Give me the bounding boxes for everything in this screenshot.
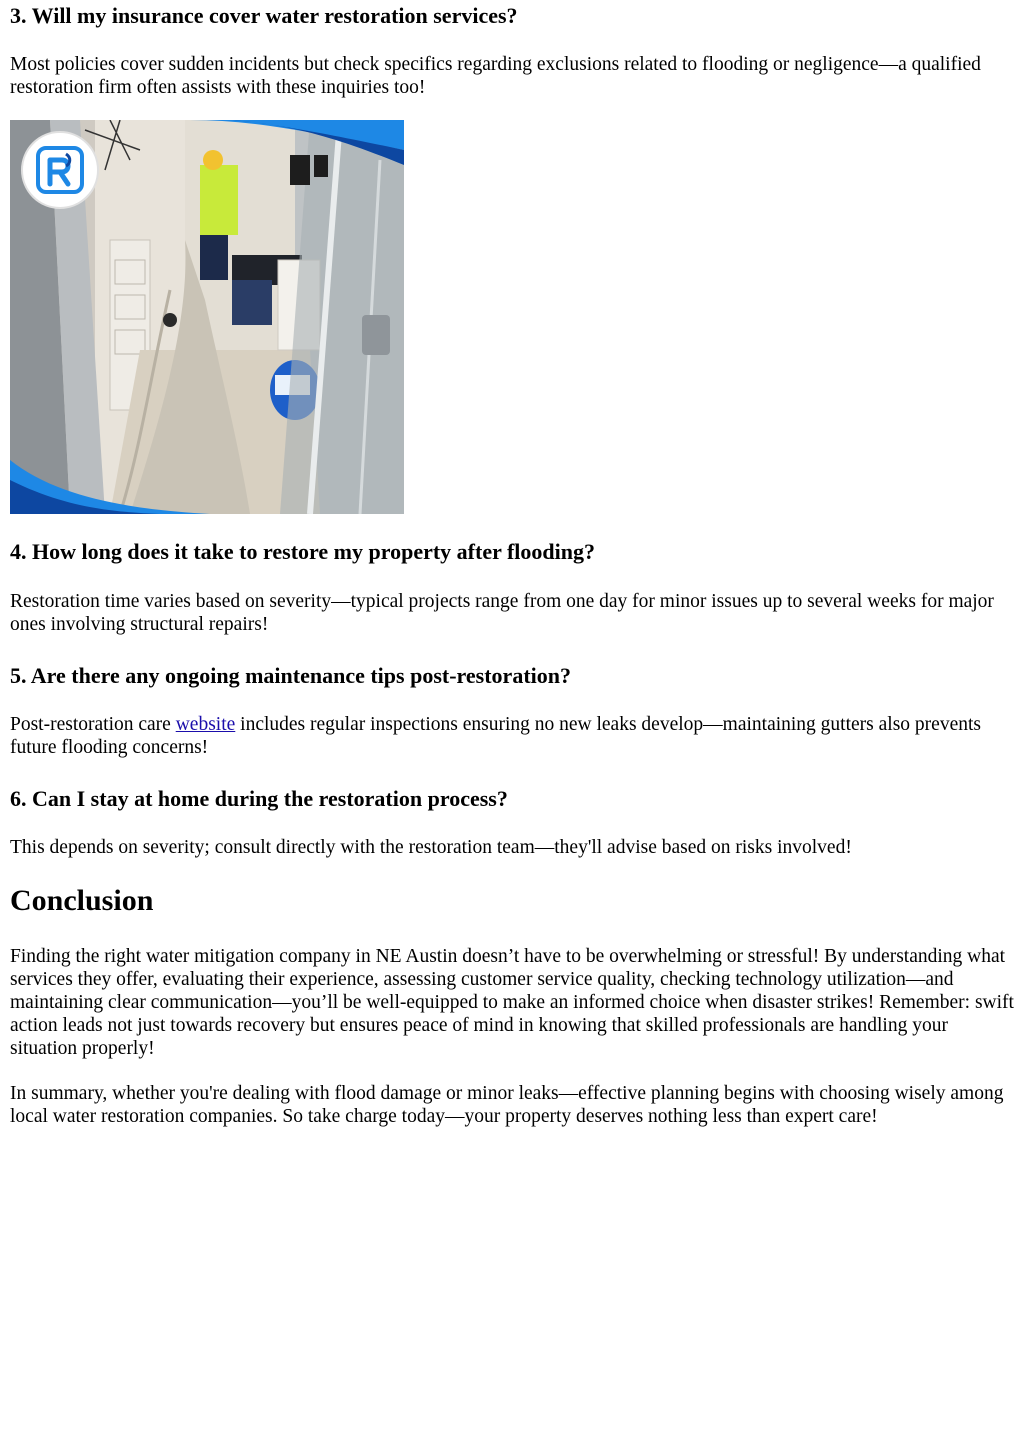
conclusion-paragraph-1: Finding the right water mitigation company in NE Austin doesn’t have to be overwhelming or stressful! By understanding what services they offer, evaluating their experience, assessing customer service quality, checking technology utilization—and maintaining clear communication—you’ll be well-equipped to make an informed choice when disaster strikes! Remember: swift action leads not just towards recovery but ensures peace of mind in knowing that skilled professionals are handling your situation properly! [10, 946, 1014, 1059]
faq-answer-6: This depends on severity; consult directly with the restoration team—they'll advise based on risks involved! [10, 837, 852, 858]
faq-answer-5 [10, 713, 1014, 759]
conclusion-heading: Conclusion [10, 884, 154, 917]
faq-answer-3: Most policies cover sudden incidents but check specifics regarding exclusions related to flooding or negligence—a qualified restoration firm often assists with these inquiries too! [10, 54, 981, 98]
answer-5-before-link: Post-restoration care [10, 714, 176, 735]
faq-question-6: 6. Can I stay at home during the restoration process? [10, 786, 508, 811]
faq-question-3: 3. Will my insurance cover water restoration services? [10, 3, 518, 28]
restoration-worker-photo [10, 120, 404, 514]
website-link[interactable]: website [175, 714, 236, 735]
faq-question-5: 5. Are there any ongoing maintenance tips post-restoration? [10, 663, 571, 688]
faq-answer-4: Restoration time varies based on severity—typical projects range from one day for minor issues up to several weeks for major ones involving structural repairs! [10, 591, 994, 635]
answer-5-after-link: includes regular inspections ensuring no new leaks develop—maintaining gutters also prevents future flooding concerns! [10, 714, 981, 758]
faq-question-4: 4. How long does it take to restore my property after flooding? [10, 539, 595, 564]
conclusion-paragraph-2: In summary, whether you're dealing with flood damage or minor leaks—effective planning begins with choosing wisely among local water restoration companies. So take charge today—your property deserves nothing less than expert care! [10, 1083, 1004, 1127]
company-logo-icon [22, 132, 98, 208]
